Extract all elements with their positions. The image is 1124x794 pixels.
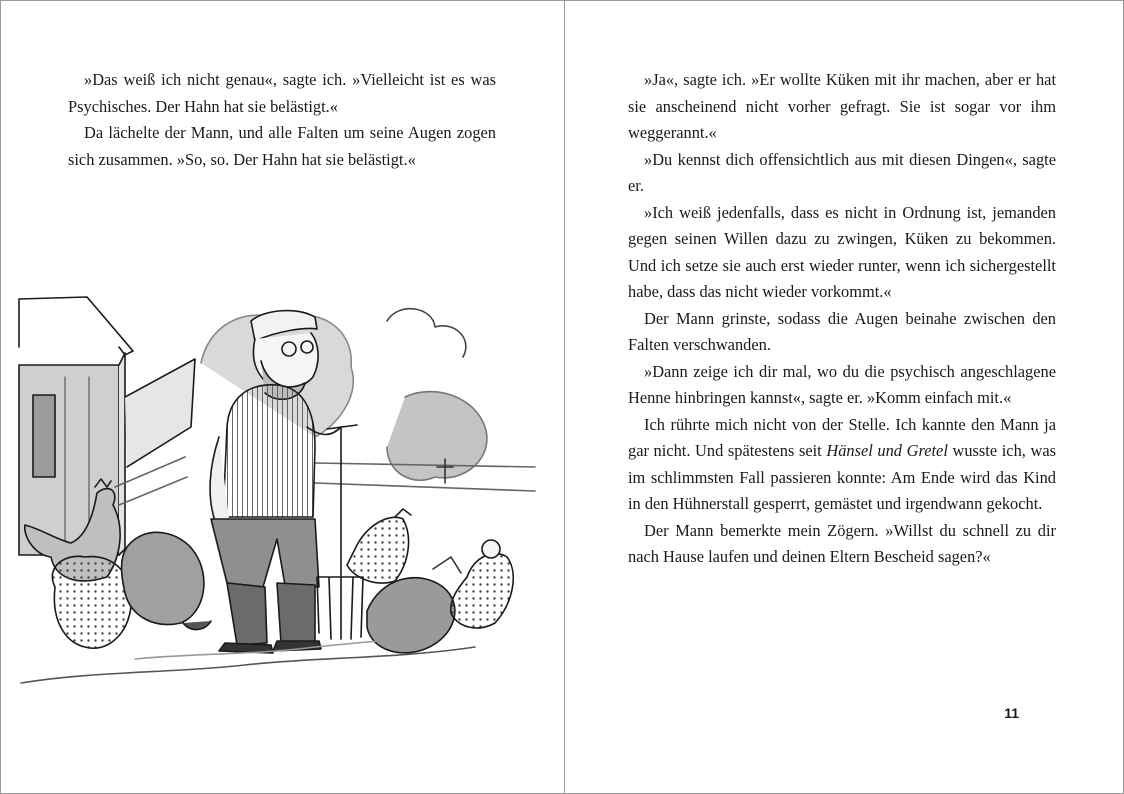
left-page — [1, 1, 564, 793]
paragraph: Da lächelte der Mann, und alle Falten um seine Augen zogen sich zusammen. »So, so. Der Hahn hat sie belästigt.« — [68, 123, 496, 169]
pitchfork — [317, 425, 363, 639]
paragraph: Ich rührte mich nicht von der Stelle. Ich kannte den Mann ja gar nicht. Und spätestens seit Hänsel und Gretel wusste ich, was im schlimmsten Fall passieren konnte: Am Ende wird das Kind in den Hühnerstall gesperrt, gemästet und irgendwann gekocht. — [628, 414, 1056, 513]
right-page-text — [628, 67, 1056, 571]
farmer-with-chickens-illustration — [15, 287, 555, 699]
paragraph: »Ja«, sagte ich. »Er wollte Küken mit ihr machen, aber er hat sie anscheinend nicht vorher gefragt. Sie ist sogar vor ihm weggerannt.« — [628, 70, 1056, 142]
page-number: 11 — [1004, 705, 1019, 721]
paragraph: »Du kennst dich offensichtlich aus mit diesen Dingen«, sagte er. — [628, 149, 1056, 195]
right-page — [565, 1, 1123, 793]
left-page-text — [68, 67, 496, 173]
paragraph: Der Mann bemerkte mein Zögern. »Willst du schnell zu dir nach Hause laufen und deinen Eltern Bescheid sagen?« — [628, 520, 1056, 566]
paragraph: »Dann zeige ich dir mal, wo du die psychisch angeschlagene Henne hinbringen kannst«, sagte er. »Komm einfach mit.« — [628, 361, 1056, 407]
paragraph: »Ich weiß jedenfalls, dass es nicht in Ordnung ist, jemanden gegen seinen Willen dazu zu zwingen, Küken zu bekommen. Und ich setze sie auch erst wieder runter, wenn ich sichergestellt habe, dass das nicht wieder vorkommt.« — [628, 202, 1056, 301]
paragraph: Der Mann grinste, sodass die Augen beinahe zwischen den Falten verschwanden. — [628, 308, 1056, 354]
book-title-emphasis: Hänsel und Gretel — [826, 441, 948, 460]
paragraph: »Das weiß ich nicht genau«, sagte ich. »Vielleicht ist es was Psychisches. Der Hahn hat sie belästigt.« — [68, 70, 496, 116]
